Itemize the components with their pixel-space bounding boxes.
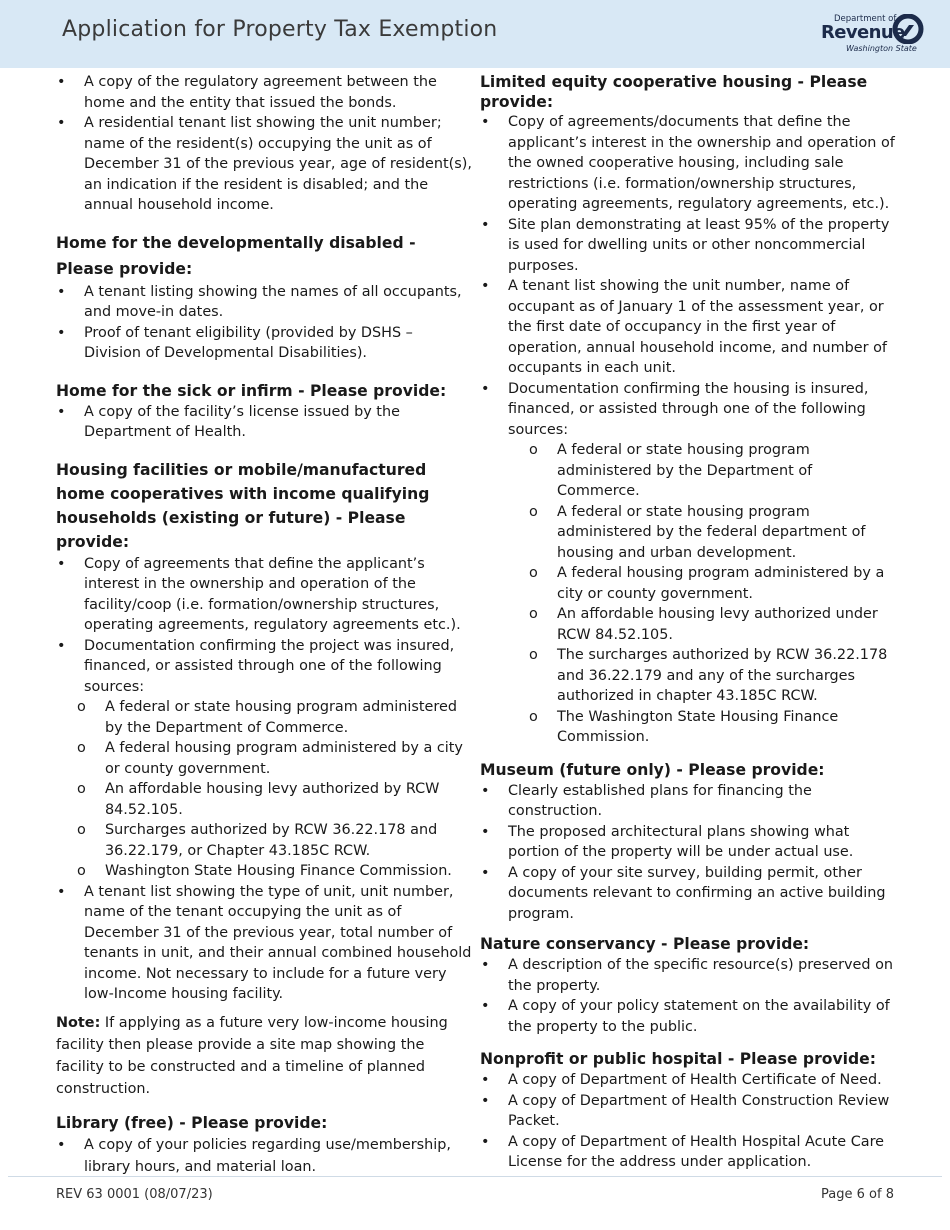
housing-sources-list (56, 697, 472, 882)
section-heading-coop: Limited equity cooperative housing - Please provide: (480, 73, 868, 111)
list-item-text: Documentation confirming the housing is insured, financed, or assisted through one of the following sources: (508, 380, 869, 438)
list-item: • A copy of your site survey, building permit, other documents relevant to confirming an active building program. (480, 863, 896, 925)
list-item: • A residential tenant list showing the unit number; name of the resident(s) occupying the unit as of December 31 of the previous year, age of resident(s), an indication if the resident is disabled; and the annual household income. (56, 113, 472, 216)
sub-list-item: o An affordable housing levy authorized by RCW 84.52.105. (56, 779, 472, 820)
logo-line2: Revenue (821, 22, 905, 43)
page-number: Page 6 of 8 (821, 1187, 894, 1202)
section-heading-library: Library (free) - Please provide: (56, 1113, 328, 1132)
section-heading-nature: Nature conservancy - Please provide: (480, 935, 810, 953)
left-column (56, 72, 472, 1178)
coop-sources-list (508, 440, 896, 748)
sub-list-item: o A federal housing program administered by a city or county government. (56, 738, 472, 779)
list-item: • A copy of Department of Health Certificate of Need. (480, 1070, 896, 1091)
list-item: • A copy of the facility’s license issued by the Department of Health. (56, 402, 472, 443)
sub-list-item: o Washington State Housing Finance Commission. (56, 861, 472, 882)
list-item: • A tenant listing showing the names of all occupants, and move-in dates. (56, 282, 472, 323)
list-item: • A tenant list showing the unit number, name of occupant as of January 1 of the assessment year, or the first date of occupancy in the first year of operation, annual household income, and number of occupants in each unit. (480, 276, 896, 379)
page-title: Application for Property Tax Exemption (62, 17, 498, 42)
housing-list (56, 554, 472, 1005)
section-heading-housing: Housing facilities or mobile/manufactured home cooperatives with income qualifying households (existing or future) - Please provide: (56, 460, 430, 551)
sub-list-item: o A federal or state housing program administered by the Department of Commerce. (508, 440, 896, 502)
nature-list (480, 955, 896, 1037)
right-column (480, 72, 896, 1173)
list-item: • Site plan demonstrating at least 95% of the property is used for dwelling units or other noncommercial purposes. (480, 215, 896, 277)
list-item: • A copy of Department of Health Hospital Acute Care License for the address under application. (480, 1132, 896, 1173)
list-item: • A copy of your policy statement on the availability of the property to the public. (480, 996, 896, 1037)
form-number: REV 63 0001 (08/07/23) (56, 1187, 213, 1202)
hospital-list (480, 1070, 896, 1173)
note-paragraph (56, 1012, 472, 1100)
section-heading-hospital: Nonprofit or public hospital - Please provide: (480, 1050, 876, 1068)
list-item: • Proof of tenant eligibility (provided by DSHS – Division of Developmental Disabilities). (56, 323, 472, 364)
section-heading-dev-disabled: Home for the developmentally disabled - Please provide: (56, 233, 416, 278)
logo-line3: Washington State (846, 44, 917, 53)
list-item: • A copy of the regulatory agreement between the home and the entity that issued the bonds. (56, 72, 472, 113)
sub-list-item: o A federal housing program administered by a city or county government. (508, 563, 896, 604)
list-item (480, 379, 896, 748)
list-item: • A copy of your policies regarding use/membership, library hours, and material loan. (56, 1134, 472, 1178)
list-item: • Copy of agreements that define the applicant’s interest in the ownership and operation of the facility/coop (i.e. formation/ownership structures, operating agreements, regulatory agreements etc.). (56, 554, 472, 636)
list-item (56, 636, 472, 882)
list-item: • Copy of agreements/documents that define the applicant’s interest in the ownership and operation of the owned cooperative housing, including sale restrictions (i.e. formation/ownership structures, operating agreements, regulatory agreements, etc.). (480, 112, 896, 215)
coop-list (480, 112, 896, 748)
sub-list-item: o An affordable housing levy authorized under RCW 84.52.105. (508, 604, 896, 645)
museum-list (480, 781, 896, 925)
sick-infirm-list (56, 402, 472, 443)
bond-home-list (56, 72, 472, 216)
sub-list-item: o The surcharges authorized by RCW 36.22.178 and 36.22.179 and any of the surcharges authorized in chapter 43.185C RCW. (508, 645, 896, 707)
logo-line1: Department of (834, 14, 897, 24)
section-heading-museum: Museum (future only) - Please provide: (480, 760, 825, 779)
sub-list-item: o Surcharges authorized by RCW 36.22.178 and 36.22.179, or Chapter 43.185C RCW. (56, 820, 472, 861)
note-text: If applying as a future very low-income housing facility then please provide a site map showing the facility to be constructed and a timeline of planned construction. (56, 1014, 448, 1097)
revenue-swoosh-icon (892, 14, 924, 44)
sub-list-item: o A federal or state housing program administered by the Department of Commerce. (56, 697, 472, 738)
sub-list-item: o A federal or state housing program administered by the federal department of housing and urban development. (508, 502, 896, 564)
footer-divider (8, 1176, 942, 1177)
list-item: • Clearly established plans for financing the construction. (480, 781, 896, 822)
list-item: • A copy of Department of Health Construction Review Packet. (480, 1091, 896, 1132)
list-item: • A description of the specific resource(s) preserved on the property. (480, 955, 896, 996)
list-item: • The proposed architectural plans showing what portion of the property will be under actual use. (480, 822, 896, 863)
library-list (56, 1134, 472, 1178)
list-item: • A tenant list showing the type of unit, unit number, name of the tenant occupying the unit as of December 31 of the previous year, total number of tenants in unit, and their annual combined household income. Not necessary to include for a future very low-Income housing facility. (56, 882, 472, 1005)
note-label: Note: (56, 1014, 101, 1031)
dor-logo (820, 14, 928, 58)
page-header (0, 0, 950, 68)
section-heading-sick-infirm: Home for the sick or infirm - Please provide: (56, 381, 447, 400)
dev-disabled-list (56, 282, 472, 364)
sub-list-item: o The Washington State Housing Finance Commission. (508, 707, 896, 748)
list-item-text: Documentation confirming the project was insured, financed, or assisted through one of the following sources: (84, 637, 455, 695)
